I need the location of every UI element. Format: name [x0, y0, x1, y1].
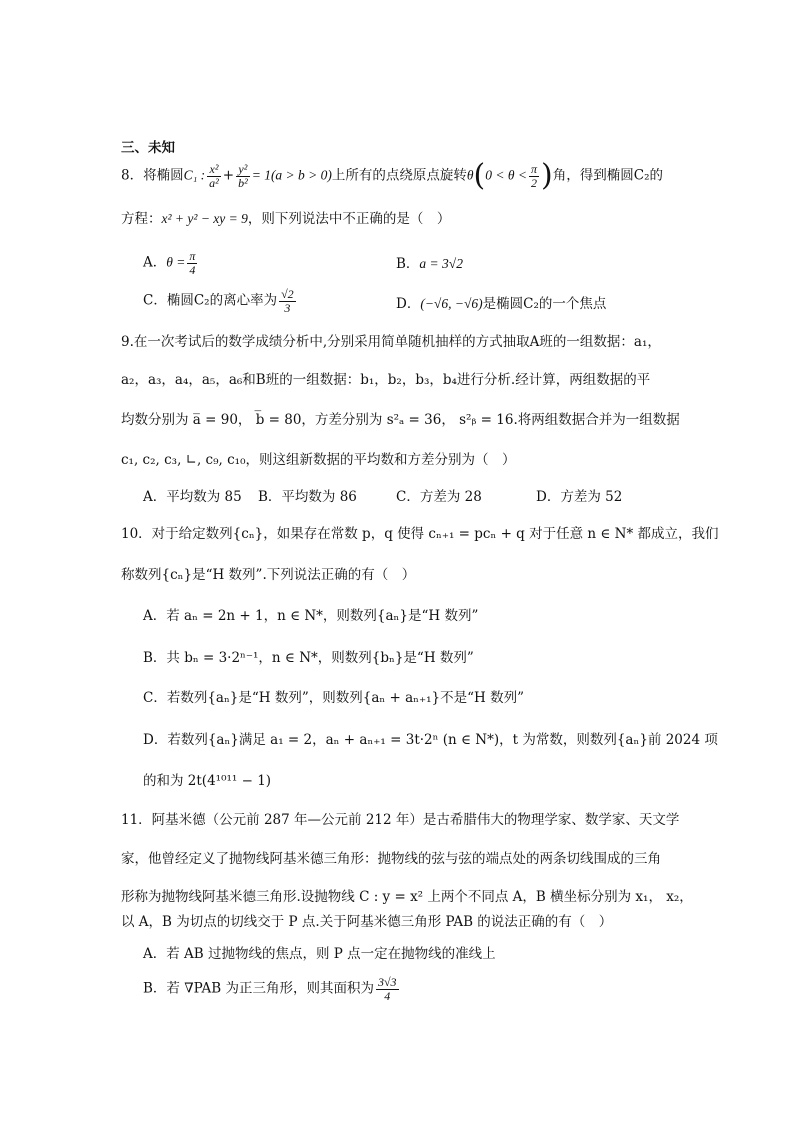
q11-option-b-num: 3√3	[377, 975, 397, 989]
q8-c1-label: C₁ :	[183, 167, 206, 183]
q8-lparen: (	[473, 158, 486, 193]
q8-frac-y-num: y²	[236, 163, 250, 177]
q10-line2: 称数列{cₙ}是“H 数列”.下列说法正确的有（ ）	[121, 567, 416, 583]
q8-rparen: )	[541, 158, 553, 193]
q9-line3: 均数分别为 a̅ = 90， b̅ = 80，方差分别为 s²ₐ = 36， s²ᵦ = 16.将两组数据合并为一组数据	[121, 412, 680, 428]
q9-option-a: A．平均数为 85	[143, 489, 242, 505]
q8-theta: θ	[466, 167, 474, 183]
q8-option-d-math: (−√6, −√6)	[420, 296, 483, 311]
q10-option-a: A．若 aₙ = 2n + 1，n ∈ N*，则数列{aₙ}是“H 数列”	[143, 608, 479, 624]
q8-line2	[121, 211, 450, 227]
q8-option-c-den: 3	[284, 300, 291, 315]
q8-option-a-frac	[187, 250, 197, 276]
q11-option-a: A．若 AB 过抛物线的焦点，则 P 点一定在抛物线的准线上	[143, 946, 496, 962]
q8-two: 2	[531, 175, 537, 190]
q10-option-d-line2: 的和为 2t(4¹⁰¹¹ − 1)	[143, 773, 272, 789]
q8-frac-y-den: b²	[238, 175, 248, 190]
q8-option-d-post: 是椭圆C₂的一个焦点	[482, 296, 607, 312]
q8-frac-y	[236, 163, 250, 189]
q8-line1-pre: 8．将椭圆	[121, 167, 184, 184]
q9-line1: 9.在一次考试后的数学成绩分析中,分别采用简单随机抽样的方式抽取A班的一组数据：a₁，	[121, 334, 661, 350]
q9-option-d: D．方差为 52	[536, 489, 623, 505]
q11-line1: 11．阿基米德（公元前 287 年—公元前 212 年）是古希腊伟大的物理学家、数学家、天文学	[121, 812, 680, 828]
q8-frac-x-num: x²	[207, 163, 221, 177]
q8-option-a-den: 4	[189, 262, 196, 277]
q10-option-c: C．若数列{aₙ}是“H 数列”，则数列{aₙ + aₙ₊₁}不是“H 数列”	[143, 690, 525, 706]
q9-option-b: B．平均数为 86	[258, 489, 357, 505]
q8-frac-x	[207, 163, 221, 189]
q8-option-a-num: π	[189, 249, 196, 263]
q8-option-d-label: D．	[396, 296, 421, 312]
q8-option-c-text: C．椭圆C₂的离心率为	[143, 292, 278, 309]
q8-option-a-math: θ =	[166, 254, 186, 270]
q8-frac-x-den: a²	[209, 175, 219, 190]
section-header: 三、未知	[121, 140, 175, 156]
q8-frac-pi2	[529, 163, 539, 189]
q8-line1-post: 角，得到椭圆C₂的	[552, 167, 663, 184]
q8-line2-eq: x² + y² − xy = 9	[161, 211, 248, 226]
q10-line1: 10．对于给定数列{cₙ}，如果存在常数 p，q 使得 cₙ₊₁ = pcₙ + q 对于任意 n ∈ N* 都成立，我们	[121, 526, 719, 542]
q8-option-b	[396, 256, 463, 272]
q11-option-b-frac	[376, 976, 399, 1002]
q8-line2-pre: 方程：	[121, 211, 162, 227]
q11-option-b-den: 4	[384, 988, 391, 1003]
q9-line2: a₂，a₃，a₄，a₅，a₆和B班的一组数据：b₁，b₂，b₃，b₄进行分析.经计算，两组数据的平	[121, 372, 651, 388]
q11-option-b-pre: B．若 ∇PAB 为正三角形，则其面积为	[143, 980, 374, 997]
q8-eq: = 1(a > b > 0)	[251, 167, 332, 183]
q8-plus: +	[222, 167, 235, 184]
q8-option-d	[396, 296, 606, 312]
q8-pi: π	[531, 161, 538, 176]
q11-line3: 形称为抛物线阿基米德三角形.设抛物线 C : y = x² 上两个不同点 A，B 横坐标分别为 x₁， x₂，	[121, 889, 693, 905]
q10-option-b: B．共 bₙ = 3·2ⁿ⁻¹，n ∈ N*，则数列{bₙ}是“H 数列”	[143, 650, 474, 666]
q8-option-c-frac	[279, 288, 296, 314]
q8-option-b-label: B．	[396, 256, 420, 272]
q9-option-c: C．方差为 28	[396, 489, 482, 505]
q11-option-b	[143, 976, 401, 1002]
q8-option-a-label: A．	[143, 254, 167, 271]
q10-option-d-line1: D．若数列{aₙ}满足 a₁ = 2，aₙ + aₙ₊₁ = 3t·2ⁿ (n ∈ N*)，t 为常数，则数列{aₙ}前 2024 项	[143, 732, 718, 748]
q8-line1-mid: 上所有的点绕原点旋转	[331, 167, 467, 184]
q11-line4: 以 A，B 为切点的切线交于 P 点.关于阿基米德三角形 PAB 的说法正确的有（ ）	[121, 914, 613, 930]
q8-option-a	[143, 250, 199, 276]
q8-option-c-num: √2	[281, 287, 294, 301]
q8-option-b-math: a = 3√2	[419, 256, 463, 271]
q11-line2: 家，他曾经定义了抛物线阿基米德三角形：抛物线的弦与弦的端点处的两条切线围成的三角	[121, 851, 661, 867]
q8-line2-post: ，则下列说法中不正确的是（ ）	[247, 211, 451, 227]
q8-option-c	[143, 288, 298, 314]
q8-line1	[121, 158, 663, 193]
q8-paren-inner: 0 < θ <	[485, 167, 527, 183]
q9-line4: c₁, c₂, c₃, ∟, c₉, c₁₀，则这组新数据的平均数和方差分别为（ ）	[121, 452, 516, 468]
